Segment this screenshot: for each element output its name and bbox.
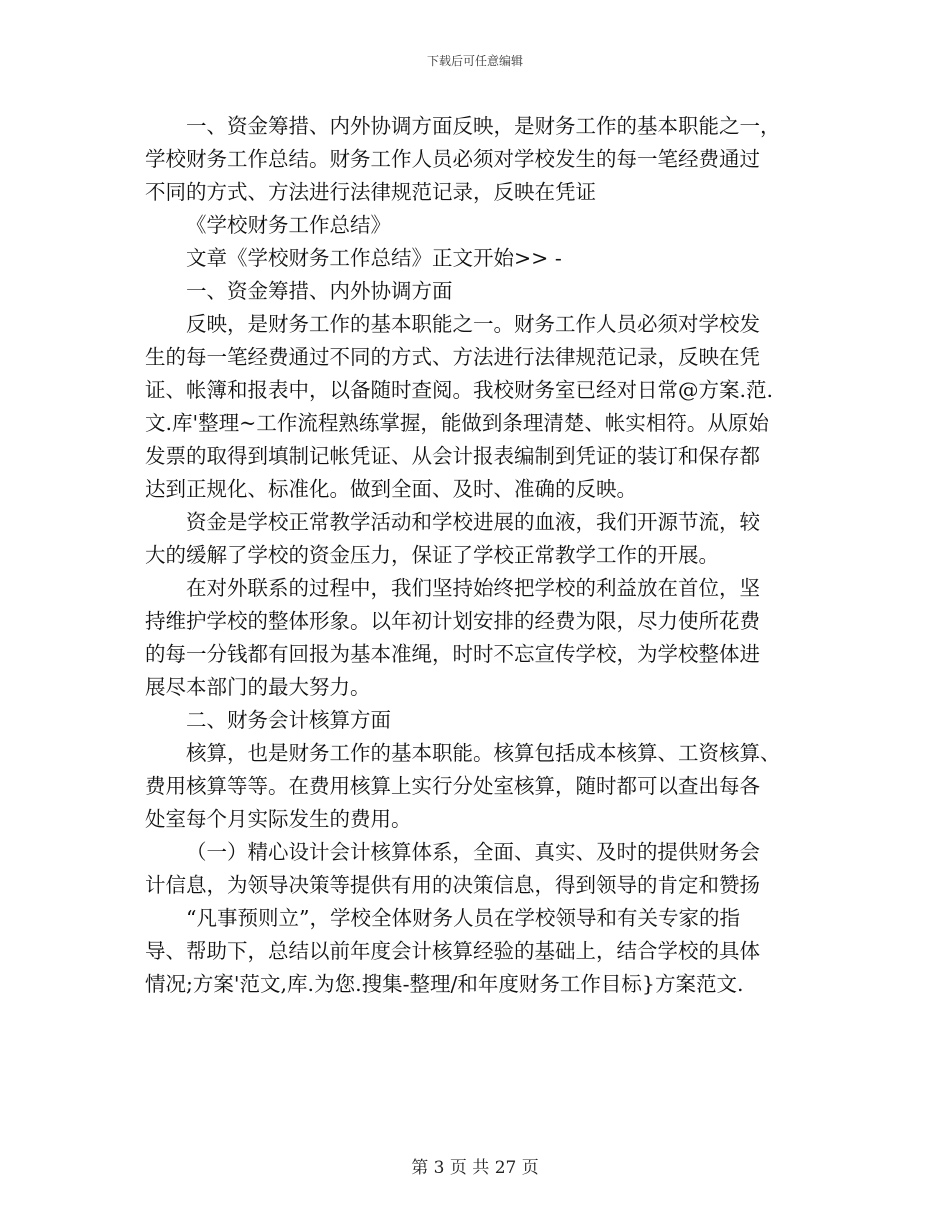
text-line: 费用核算等等。在费用核算上实行分处室核算，随时都可以查出每各 <box>145 774 760 798</box>
text-line: 学校财务工作总结。财务工作人员必须对学校发生的每一笔经费通过 <box>145 147 760 171</box>
text-line: 证、帐簿和报表中，以备随时查阅。我校财务室已经对日常@方案.范. <box>145 378 774 402</box>
paragraph-7 <box>145 902 805 1001</box>
text-line: “凡事预则立”，学校全体财务人员在学校领导和有关专家的指 <box>186 906 740 930</box>
text-line: 生的每一笔经费通过不同的方式、方法进行法律规范记录，反映在凭 <box>145 345 760 369</box>
paragraph-2 <box>145 308 805 506</box>
text-line: 文.库'整理~工作流程熟练掌握，能做到条理清楚、帐实相符。从原始 <box>145 411 769 435</box>
article-start-line: 文章《学校财务工作总结》正文开始>> - <box>186 246 562 270</box>
page-header-note: 下载后可任意编辑 <box>426 54 523 68</box>
paragraph-6 <box>145 836 805 902</box>
text-line: 资金是学校正常教学活动和学校进展的血液，我们开源节流，较 <box>186 510 760 534</box>
text-line: 处室每个月实际发生的费用。 <box>145 807 412 831</box>
text-line: （一）精心设计会计核算体系，全面、真实、及时的提供财务会 <box>186 840 760 864</box>
paragraph-5 <box>145 737 805 836</box>
text-line: 大的缓解了学校的资金压力，保证了学校正常教学工作的开展。 <box>145 543 719 567</box>
section-heading-1: 一、资金筹措、内外协调方面 <box>186 279 453 303</box>
text-line: 核算，也是财务工作的基本职能。核算包括成本核算、工资核算、 <box>186 741 781 765</box>
paragraph-4 <box>145 572 805 704</box>
text-line: 不同的方式、方法进行法律规范记录，反映在凭证 <box>145 180 596 204</box>
page-number: 第 3 页 共 27 页 <box>411 1158 539 1178</box>
text-line: 发票的取得到填制记帐凭证、从会计报表编制到凭证的装订和保存都 <box>145 444 760 468</box>
text-line: 持维护学校的整体形象。以年初计划安排的经费为限，尽力使所花费 <box>145 609 760 633</box>
document-title-line: 《学校财务工作总结》 <box>186 213 391 237</box>
text-line: 达到正规化、标准化。做到全面、及时、准确的反映。 <box>145 477 637 501</box>
text-line: 计信息，为领导决策等提供有用的决策信息，得到领导的肯定和赞扬 <box>145 873 760 897</box>
paragraph-3 <box>145 506 805 572</box>
paragraph-1 <box>145 110 805 209</box>
text-line: 导、帮助下，总结以前年度会计核算经验的基础上，结合学校的具体 <box>145 939 760 963</box>
text-line: 的每一分钱都有回报为基本准绳，时时不忘宣传学校，为学校整体进 <box>145 642 760 666</box>
section-heading-2: 二、财务会计核算方面 <box>186 708 391 732</box>
document-body <box>145 110 805 1001</box>
text-line: 情况;方案'范文,库.为您.搜集-整理/和年度财务工作目标}方案范文. <box>145 972 744 996</box>
text-line: 反映，是财务工作的基本职能之一。财务工作人员必须对学校发 <box>186 312 760 336</box>
text-line: 在对外联系的过程中，我们坚持始终把学校的利益放在首位，坚 <box>186 576 760 600</box>
text-line: 一、资金筹措、内外协调方面反映，是财务工作的基本职能之一， <box>186 114 781 138</box>
text-line: 展尽本部门的最大努力。 <box>145 675 371 699</box>
